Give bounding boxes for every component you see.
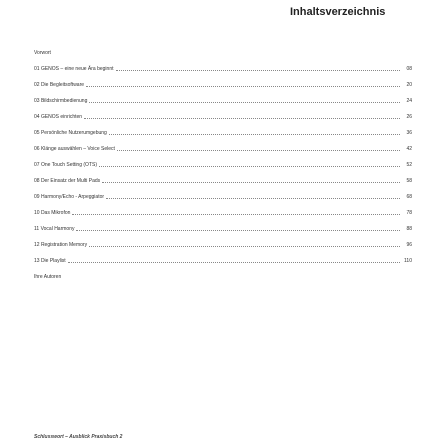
toc-entry-page: 68 (406, 194, 412, 200)
toc-entry-page: 36 (406, 130, 412, 136)
toc-entry-label: 01 GENOS – eine neue Ära beginnt (34, 66, 114, 72)
toc-entry[interactable] (34, 232, 412, 248)
toc-entry-page: 78 (406, 210, 412, 216)
toc-leader (117, 149, 400, 151)
toc-entry[interactable] (34, 56, 412, 72)
toc-entry-page: 110 (404, 258, 412, 264)
toc-leader (99, 165, 400, 167)
toc-entry[interactable] (34, 184, 412, 200)
toc-entry-label: 02 Die Begleitsoftware (34, 82, 85, 88)
toc-entry[interactable] (34, 200, 412, 216)
toc-title: Inhaltsverzeichnis (290, 6, 386, 18)
toc-entry-label: 11 Vocal Harmony (34, 226, 75, 232)
toc-entry-label: 12 Registration Memory (34, 242, 88, 248)
toc-entry-label: 07 One Touch Setting (OTS) (34, 162, 97, 168)
toc-leader (116, 69, 401, 71)
toc-entry[interactable] (34, 104, 412, 120)
toc-leader (53, 54, 400, 55)
toc-entry-page: 58 (406, 178, 412, 184)
table-of-contents (34, 40, 412, 280)
toc-entry-label: 04 GENOS einrichten (34, 114, 83, 120)
toc-leader (84, 117, 400, 119)
toc-entry[interactable] (34, 136, 412, 152)
toc-leader (86, 85, 400, 87)
toc-entry[interactable] (34, 72, 412, 88)
toc-entry-label: 09 Harmony/Echo - Arpeggiator (34, 194, 105, 200)
toc-leader (106, 197, 400, 199)
toc-leader (76, 229, 400, 231)
toc-entry[interactable] (34, 152, 412, 168)
toc-entry-page: 52 (406, 162, 412, 168)
toc-entry[interactable] (34, 248, 412, 264)
toc-entry-label: 03 Bildschirmbedienung (34, 98, 88, 104)
toc-entry-page: 42 (406, 146, 412, 152)
toc-entry-page: 08 (406, 66, 412, 72)
toc-entry[interactable] (34, 88, 412, 104)
toc-leader (63, 278, 400, 279)
toc-entry-page: 26 (406, 114, 412, 120)
toc-entry-page: 24 (406, 98, 412, 104)
toc-entry-label: Ihre Autoren (34, 274, 62, 280)
toc-leader (102, 181, 400, 183)
toc-entry-label: Vorwort (34, 50, 51, 56)
toc-leader (72, 213, 400, 215)
toc-entry[interactable] (34, 264, 412, 280)
toc-leader (89, 245, 400, 247)
toc-entry-label: 08 Der Einsatz der Multi Pads (34, 178, 101, 184)
toc-entry[interactable] (34, 216, 412, 232)
toc-leader (89, 101, 400, 103)
toc-entry-page: 88 (406, 226, 412, 232)
toc-entry-label: 06 Klänge auswählen – Voice Select (34, 146, 115, 152)
toc-entry[interactable] (34, 168, 412, 184)
toc-entry-label: 10 Das Mikrofon (34, 210, 71, 216)
toc-entry-page: 96 (406, 242, 412, 248)
toc-entry-label: 13 Die Playlist (34, 258, 66, 264)
toc-leader (68, 261, 400, 263)
toc-entry[interactable] (34, 120, 412, 136)
toc-entry[interactable] (34, 40, 412, 56)
toc-entry-page: 20 (406, 82, 412, 88)
toc-entry-label: 05 Persönliche Nutzerumgebung (34, 130, 107, 136)
closing-word: Schlusswort – Ausblick Praxisbuch 2 (34, 434, 123, 440)
toc-leader (109, 133, 400, 135)
